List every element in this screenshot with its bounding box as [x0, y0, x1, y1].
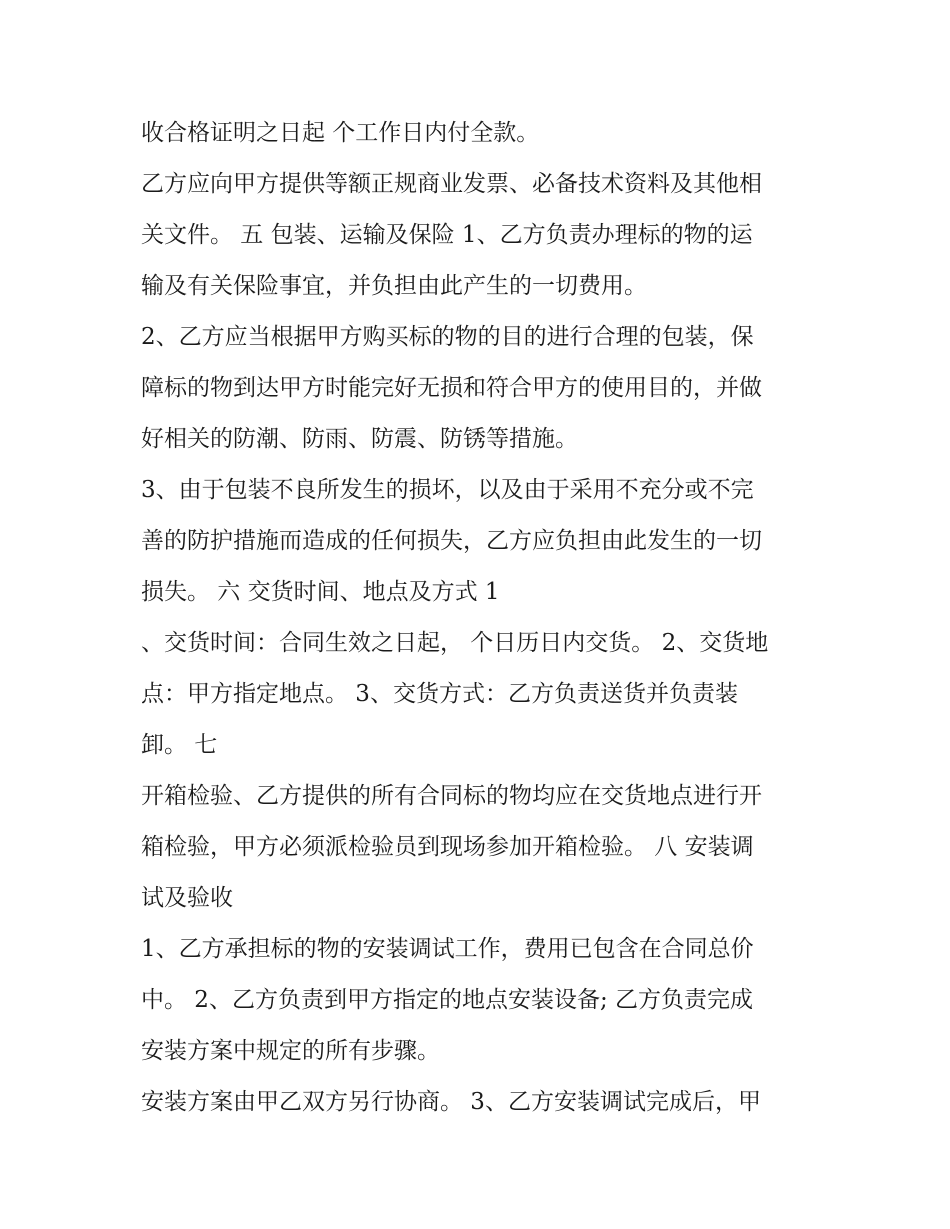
- text-line: 1、乙方承担标的物的安装调试工作，费用已包含在合同总价: [141, 936, 754, 962]
- text-line: 3、由于包装不良所发生的损坏，以及由于采用不充分或不完: [141, 477, 754, 503]
- text-line: 损失。 六 交货时间、地点及方式 1: [141, 579, 500, 605]
- text-line: 输及有关保险事宜，并负担由此产生的一切费用。: [141, 273, 647, 299]
- text-line: 关文件。 五 包装、运输及保险 1、乙方负责办理标的物的运: [141, 222, 753, 248]
- document-body: [141, 108, 821, 1128]
- text-line: 点：甲方指定地点。 3、交货方式：乙方负责送货并负责装: [141, 681, 738, 707]
- text-line: 善的防护措施而造成的任何损失，乙方应负担由此发生的一切: [141, 528, 762, 554]
- text-line: 好相关的防潮、防雨、防震、防锈等措施。: [141, 426, 578, 452]
- text-line: 乙方应向甲方提供等额正规商业发票、必备技术资料及其他相: [141, 171, 762, 197]
- text-line: 箱检验，甲方必须派检验员到现场参加开箱检验。 八 安装调: [141, 834, 754, 860]
- text-line: 障标的物到达甲方时能完好无损和符合甲方的使用目的，并做: [141, 375, 762, 401]
- text-line: 卸。 七: [141, 732, 218, 758]
- text-line: 中。 2、乙方负责到甲方指定的地点安装设备; 乙方负责完成: [141, 987, 754, 1013]
- text-line: 、交货时间：合同生效之日起， 个日历日内交货。 2、交货地: [141, 630, 769, 656]
- text-line: 安装方案由甲乙双方另行协商。 3、乙方安装调试完成后，甲: [141, 1089, 761, 1115]
- text-line: 安装方案中规定的所有步骤。: [141, 1038, 440, 1064]
- text-line: 收合格证明之日起 个工作日内付全款。: [141, 120, 540, 146]
- text-line: 开箱检验、乙方提供的所有合同标的物均应在交货地点进行开: [141, 783, 762, 809]
- text-line: 试及验收: [141, 885, 233, 911]
- text-line: 2、乙方应当根据甲方购买标的物的目的进行合理的包装，保: [141, 324, 754, 350]
